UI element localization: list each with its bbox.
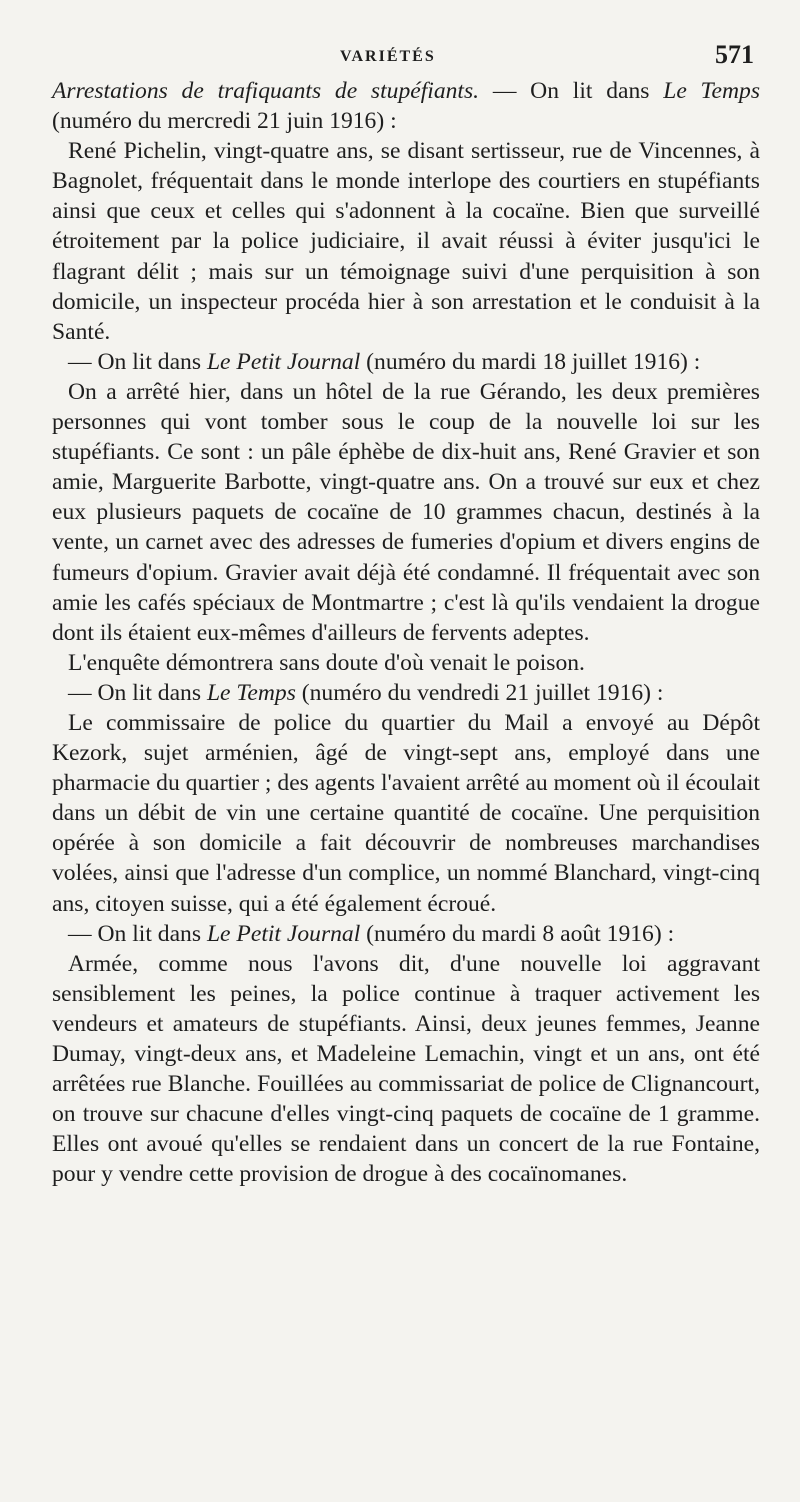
citation-date: (numéro du mardi 18 juillet 1916) : [360, 348, 701, 375]
citation-date: (numéro du mercredi 21 juin 1916) : [52, 108, 397, 135]
quoted-paragraph: René Pichelin, vingt-quatre ans, se disant sertisseur, rue de Vincennes, à Bagnolet, fréquentait dans le monde interlope des courtiers en stupéfiants ainsi que ceux et celles qui s'adonnent à la cocaïne. Bien que surveillé étroitement par la police judiciaire, il avait réussi à éviter jusqu'ici le flagrant délit ; mais sur un témoignage suivi d'une perquisition à son domicile, un inspecteur procéda hier à son arrestation et le conduisit à la Santé. [52, 138, 760, 345]
page-number: 571 [715, 40, 754, 69]
newspaper-title: Le Temps [206, 679, 296, 706]
section-heading: Arrestations de trafiquants de stupéfiants. [52, 78, 480, 104]
citation-intro: — On lit dans [68, 679, 207, 706]
running-head [52, 36, 760, 76]
citation-date: (numéro du mardi 8 août 1916) : [360, 920, 675, 947]
newspaper-title: Le Petit Journal [206, 920, 361, 947]
section-intro-paragraph [52, 76, 760, 136]
citation-intro: — On lit dans [479, 78, 664, 104]
citation-intro: — On lit dans [68, 920, 207, 947]
running-head-title: VARIÉTÉS [340, 48, 436, 65]
quoted-paragraph: On a arrêté hier, dans un hôtel de la rue Gérando, les deux premières personnes qui vont tomber sous le coup de la nouvelle loi sur les stupéfiants. Ce sont : un pâle éphèbe de dix-huit ans, René Gravier et son amie, Marguerite Barbotte, vingt-quatre ans. On a trouvé sur eux et chez eux plusieurs paquets de cocaïne de 10 grammes chacun, destinés à la vente, un carnet avec des adresses de fumeries d'opium et divers engins de fumeurs d'opium. Gravier avait déjà été condamné. Il fréquentait avec son amie les cafés spéciaux de Montmartre ; c'est là qu'ils vendaient la drogue dont ils étaient eux-mêmes d'ailleurs de fervents adeptes. [52, 378, 760, 646]
article-body [52, 76, 760, 1189]
citation-paragraph [52, 347, 760, 377]
quoted-paragraph: L'enquête démontrera sans doute d'où venait le poison. [68, 649, 585, 676]
newspaper-title: Le Temps [663, 78, 760, 104]
citation-date: (numéro du vendredi 21 juillet 1916) : [295, 679, 664, 706]
citation-paragraph [52, 678, 760, 708]
quoted-paragraph: Armée, comme nous l'avons dit, d'une nouvelle loi aggravant sensiblement les peines, la police continue à traquer activement les vendeurs et amateurs de stupéfiants. Ainsi, deux jeunes femmes, Jeanne Dumay, vingt-deux ans, et Madeleine Lemachin, vingt et un ans, ont été arrêtées rue Blanche. Fouillées au commissariat de police de Clignancourt, on trouve sur chacune d'elles vingt-cinq paquets de cocaïne de 1 gramme. Elles ont avoué qu'elles se rendaient dans un concert de la rue Fontaine, pour y vendre cette provision de drogue à des cocaïnomanes. [52, 950, 760, 1188]
quoted-paragraph: Le commissaire de police du quartier du Mail a envoyé au Dépôt Kezork, sujet arménien, âgé de vingt-sept ans, employé dans une pharmacie du quartier ; des agents l'avaient arrêté au moment où il écoulait dans un débit de vin une certaine quantité de cocaïne. Une perquisition opérée à son domicile a fait découvrir de nombreuses marchandises volées, ainsi que l'adresse d'un complice, un nommé Blanchard, vingt-cinq ans, citoyen suisse, qui a été également écroué. [52, 709, 760, 917]
citation-paragraph [52, 919, 760, 949]
citation-intro: — On lit dans [68, 348, 207, 375]
newspaper-title: Le Petit Journal [206, 348, 361, 375]
